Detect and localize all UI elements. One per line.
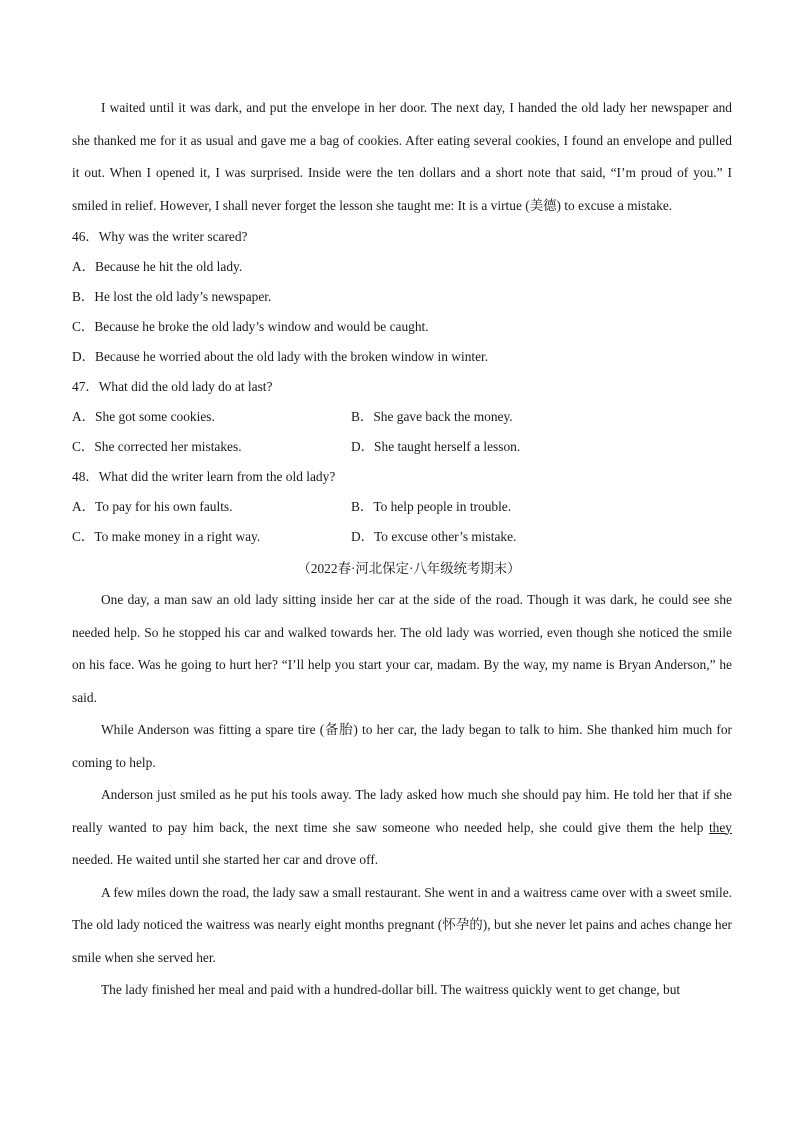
source-label: （2022春·河北保定·八年级统考期末） bbox=[297, 561, 521, 576]
option-b: B．To help people in trouble. bbox=[351, 499, 512, 514]
option-a: A．Because he hit the old lady. bbox=[72, 259, 243, 274]
option-a: A．To pay for his own faults. bbox=[72, 499, 233, 514]
passage2-paragraph-3 bbox=[72, 779, 732, 877]
passage1-paragraph: I waited until it was dark, and put the envelope in her door. The next day, I handed the old lady her newspaper and she thanked me for it as usual and gave me a bag of cookies. After eating several cookies, I found an envelope and pulled it out. When I opened it, I was surprised. Inside were the ten dollars and a short note that said, “I’m proud of you.” I smiled in relief. However, I shall never forget the lesson she taught me: It is a virtue (美德) to excuse a mistake. bbox=[72, 100, 732, 213]
paragraph-text: needed. He waited until she started her car and drove off. bbox=[72, 852, 379, 867]
passage2-paragraph-1: One day, a man saw an old lady sitting inside her car at the side of the road. Though it was dark, he could see she needed help. So he stopped his car and walked towards her. The old lady was worried, even though she noticed the smile on his face. Was he going to hurt her? “I’ll help you start your car, madam. By the way, my name is Bryan Anderson,” he said. bbox=[72, 592, 732, 705]
option-b: B．He lost the old lady’s newspaper. bbox=[72, 289, 272, 304]
question-options bbox=[72, 492, 732, 552]
option-d: D．To excuse other’s mistake. bbox=[351, 529, 517, 544]
document-page bbox=[72, 92, 732, 1007]
question-options bbox=[72, 252, 732, 372]
question-stem: 48．What did the writer learn from the old lady? bbox=[72, 469, 336, 484]
option-a: A．She got some cookies. bbox=[72, 409, 215, 424]
passage2-paragraph-4: A few miles down the road, the lady saw a small restaurant. She went in and a waitress came over with a sweet smile. The old lady noticed the waitress was nearly eight months pregnant (怀孕的), but she never let pains and aches change her smile when she served her. bbox=[72, 884, 732, 965]
passage2-paragraph-2: While Anderson was fitting a spare tire (备胎) to her car, the lady began to talk to him. She thanked him much for coming to help. bbox=[72, 722, 732, 770]
option-c: C．Because he broke the old lady’s window and would be caught. bbox=[72, 319, 429, 334]
question-stem: 46．Why was the writer scared? bbox=[72, 229, 248, 244]
question-47 bbox=[72, 372, 732, 462]
option-d: D．Because he worried about the old lady with the broken window in winter. bbox=[72, 349, 489, 364]
question-options bbox=[72, 402, 732, 462]
underlined-word: they bbox=[708, 819, 732, 835]
paragraph-text: Anderson just smiled as he put his tools away. The lady asked how much she should pay him. He told her that if she really wanted to pay him back, the next time she saw someone who needed help, she could give them the help bbox=[72, 787, 732, 835]
option-c: C．To make money in a right way. bbox=[72, 529, 261, 544]
option-d: D．She taught herself a lesson. bbox=[351, 439, 521, 454]
question-stem: 47．What did the old lady do at last? bbox=[72, 379, 273, 394]
question-46 bbox=[72, 222, 732, 372]
question-48 bbox=[72, 462, 732, 552]
option-b: B．She gave back the money. bbox=[351, 409, 513, 424]
option-c: C．She corrected her mistakes. bbox=[72, 439, 242, 454]
passage2-paragraph-5: The lady finished her meal and paid with a hundred-dollar bill. The waitress quickly went to get change, but bbox=[101, 982, 681, 997]
